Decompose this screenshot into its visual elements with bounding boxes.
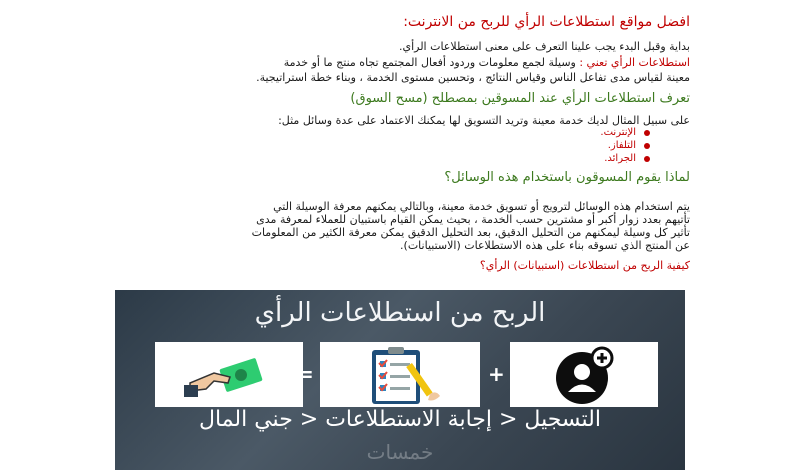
bullet-icon — [644, 156, 650, 162]
banner-steps: التسجيل < إجابة الاستطلاعات < جني المال — [199, 407, 601, 432]
money-hand-icon — [184, 347, 274, 403]
how-heading: كيفية الربح من استطلاعات (استبيانات) الرأي؟ — [479, 259, 690, 272]
intro-text: بداية وقبل البدء يجب علينا التعرف على معنى استطلاعات الرأي. — [398, 40, 690, 53]
example-text: على سبيل المثال لديك خدمة معينة وتريد التسويق لها يمكنك الاعتماد على عدة وسائل مثل: — [278, 114, 690, 127]
bullet-icon — [644, 143, 650, 149]
question-heading: لماذا يقوم المسوقون باستخدام هذه الوسائل؟ — [444, 170, 690, 185]
watermark-logo: خمسات — [366, 440, 434, 464]
definition-term: استطلاعات الرأي تعني : — [579, 56, 690, 69]
banner-title: الربح من استطلاعات الرأي — [254, 298, 546, 328]
equals-sign: = — [297, 362, 314, 386]
checklist-icon — [352, 344, 448, 406]
definition-text: وسيلة لجمع معلومات وردود أفعال المجتمع تجاه منتج ما أو خدمة — [283, 56, 580, 69]
user-add-icon — [544, 344, 624, 406]
definition-line-2: معينة لقياس مدى تفاعل الناس وقياس النتائج ، وتحسين مستوى الخدمة ، وبناء خطة استراتيجية. — [256, 71, 690, 84]
answer-line-4: عن المنتج الذي تسوقه بناء على هذه الاستطلاعات (الاستبيانات). — [400, 239, 690, 252]
media-list — [600, 126, 650, 165]
bullet-icon — [644, 130, 650, 136]
answer-line-1: يتم استخدام هذه الوسائل لترويج أو تسويق خدمة معينة، وبالتالي يمكنهم معرفة الوسيلة التي — [273, 200, 690, 213]
definition-line — [284, 56, 690, 69]
money-panel — [155, 342, 303, 407]
survey-panel — [320, 342, 480, 407]
plus-sign: + — [488, 362, 505, 386]
answer-line-2: تأتيهم بعدد زوار أكبر أو مشترين حسب الخدمة ، بحيث يمكن القيام باستبيان للعملاء لمعرفة مدى — [256, 213, 690, 226]
list-item: الجرائد. — [600, 152, 650, 165]
list-item: الإنترنت. — [600, 126, 650, 139]
market-subheading: تعرف استطلاعات الرأي عند المسوقين بمصطلح (مسح السوق) — [350, 91, 690, 106]
list-item: التلفاز. — [600, 139, 650, 152]
answer-line-3: تأثير كل وسيلة ليمكنهم من التحليل الدقيق، بعد التحليل الدقيق يمكن معرفة الكثير من المعلومات — [251, 226, 690, 239]
register-panel — [510, 342, 658, 407]
article-heading: افضل مواقع استطلاعات الرأي للربح من الانترنت: — [403, 14, 690, 30]
infographic-banner — [115, 290, 685, 470]
